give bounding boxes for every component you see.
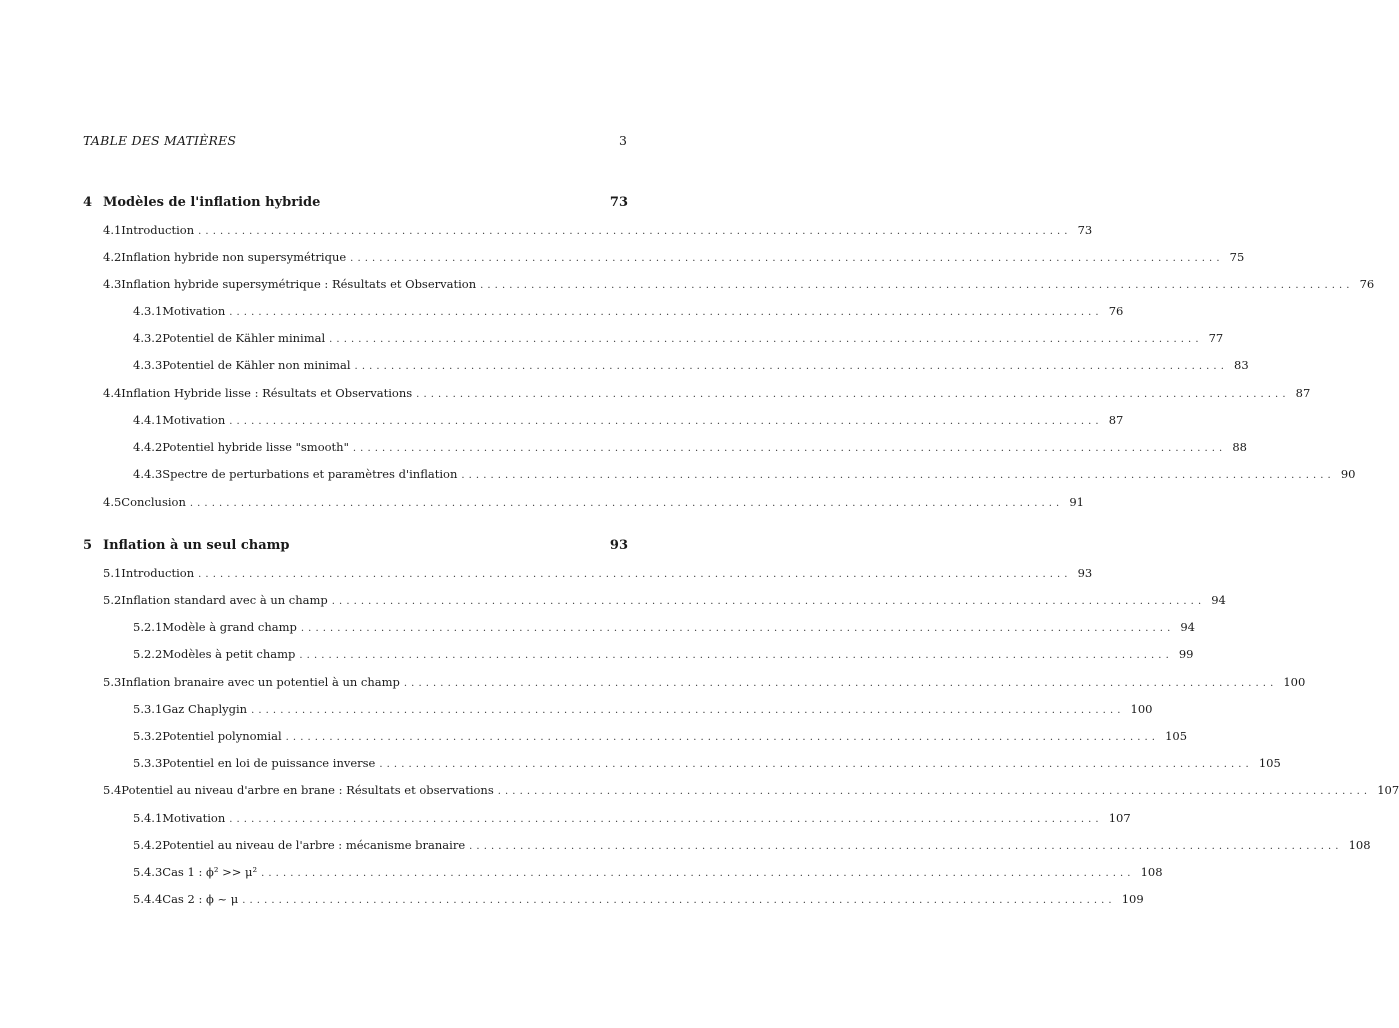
toc-entry-subsection[interactable] (0, 355, 1249, 375)
toc-entry-chapter[interactable] (0, 193, 700, 213)
dot-leader: ........................................................................................................................ (480, 280, 1354, 291)
toc-entry-title: Cas 2 : ϕ ~ μ (162, 892, 239, 906)
toc-entry-number: 5.1 (103, 566, 122, 580)
toc-entry-number: 4.4.2 (133, 440, 163, 454)
toc-entry-title: Potentiel hybride lisse "smooth" (162, 440, 349, 454)
toc-entry-subsection[interactable] (0, 410, 1124, 430)
dot-leader: ........................................................................................................................ (350, 253, 1224, 264)
toc-entry-title: Potentiel au niveau d'arbre en brane : Résultats et observations (121, 783, 494, 797)
toc-entry-number: 4.4.1 (133, 413, 163, 427)
toc-entry-page: 108 (1348, 838, 1371, 852)
toc-entry-title: Potentiel au niveau de l'arbre : mécanisme branaire (162, 838, 466, 852)
toc-entry-number: 5.4.3 (133, 865, 163, 879)
toc-entry-title: Potentiel de Kähler non minimal (162, 358, 351, 372)
toc-entry-number: 4.5 (103, 495, 122, 509)
toc-entry-subsection[interactable] (0, 835, 1371, 855)
toc-entry-page: 77 (1208, 331, 1224, 345)
toc-entry-page: 87 (1108, 413, 1124, 427)
toc-entry-number: 5.4.2 (133, 838, 163, 852)
toc-entry-page: 109 (1121, 892, 1144, 906)
toc-entry-subsection[interactable] (0, 617, 1195, 637)
dot-leader: ........................................................................................................................ (229, 416, 1103, 427)
toc-entry-page: 90 (1340, 467, 1356, 481)
toc-entry-number: 4.3.3 (133, 358, 163, 372)
toc-entry-page: 107 (1377, 783, 1399, 797)
toc-entry-section[interactable] (0, 780, 1399, 800)
toc-entry-subsection[interactable] (0, 301, 1124, 321)
toc-entry-subsection[interactable] (0, 464, 1356, 484)
dot-leader: ........................................................................................................................ (461, 470, 1335, 481)
toc-entry-title: Inflation hybride supersymétrique : Résultats et Observation (121, 277, 477, 291)
dot-leader: ........................................................................................................................ (229, 307, 1103, 318)
toc-entry-subsection[interactable] (0, 862, 1163, 882)
toc-entry-section[interactable] (0, 492, 1084, 512)
toc-entry-number: 5.4 (103, 783, 122, 797)
toc-entry-subsection[interactable] (0, 753, 1281, 773)
toc-entry-page: 108 (1140, 865, 1163, 879)
toc-entry-title: Introduction (121, 223, 195, 237)
toc-entry-number: 4.2 (103, 250, 122, 264)
toc-entry-title: Modèles à petit champ (162, 647, 296, 661)
dot-leader: ........................................................................................................................ (285, 732, 1160, 743)
dot-leader: ........................................................................................................................ (469, 841, 1343, 852)
toc-entry-title: Cas 1 : ϕ² >> μ² (162, 865, 258, 879)
toc-entry-page: 94 (1211, 593, 1226, 607)
dot-leader: ........................................................................................................................ (354, 361, 1228, 372)
toc-entry-section[interactable] (0, 274, 1375, 294)
toc-entry-number: 4.4 (103, 386, 122, 400)
toc-entry-section[interactable] (0, 220, 1093, 240)
toc-entry-page: 93 (609, 538, 628, 553)
toc-entry-page: 87 (1295, 386, 1311, 400)
toc-entry-number: 5.3.2 (133, 729, 163, 743)
toc-entry-title: Conclusion (121, 495, 186, 509)
toc-entry-section[interactable] (0, 247, 1245, 267)
toc-entry-number: 4 (83, 195, 93, 210)
header-page-number: 3 (619, 133, 627, 148)
dot-leader: ........................................................................................................................ (497, 786, 1372, 797)
toc-entry-page: 83 (1234, 358, 1249, 372)
dot-leader: ........................................................................................................................ (251, 705, 1125, 716)
toc-entry-page: 91 (1069, 495, 1084, 509)
dot-leader: ........................................................................................................................ (329, 334, 1203, 345)
toc-entry-number: 4.3.1 (133, 304, 163, 318)
toc-entry-title: Introduction (121, 566, 195, 580)
toc-entry-page: 107 (1108, 811, 1131, 825)
toc-entry-number: 5.3.3 (133, 756, 163, 770)
dot-leader: ........................................................................................................................ (352, 443, 1227, 454)
dot-leader: ........................................................................................................................ (261, 868, 1135, 879)
toc-entry-page: 76 (1359, 277, 1375, 291)
toc-entry-number: 5.4.1 (133, 811, 163, 825)
toc-entry-number: 4.1 (103, 223, 122, 237)
dot-leader: ........................................................................................................................ (242, 895, 1116, 906)
toc-entry-page: 99 (1178, 647, 1194, 661)
toc-entry-number: 5.3.1 (133, 702, 163, 716)
dot-leader: ........................................................................................................................ (379, 759, 1253, 770)
dot-leader: ........................................................................................................................ (189, 498, 1064, 509)
toc-entry-section[interactable] (0, 563, 1093, 583)
toc-entry-number: 5.3 (103, 675, 122, 689)
toc-entry-title: Inflation standard avec à un champ (121, 593, 328, 607)
toc-entry-title: Inflation branaire avec un potentiel à un champ (121, 675, 400, 689)
toc-entry-title: Gaz Chaplygin (162, 702, 248, 716)
toc-entry-title: Motivation (162, 811, 226, 825)
toc-entry-number: 5.2.2 (133, 647, 163, 661)
toc-entry-title: Modèle à grand champ (162, 620, 297, 634)
toc-entry-title: Inflation Hybride lisse : Résultats et Observations (121, 386, 413, 400)
toc-entry-page: 93 (1077, 566, 1093, 580)
toc-entry-title: Potentiel de Kähler minimal (162, 331, 326, 345)
toc-entry-title: Potentiel en loi de puissance inverse (162, 756, 376, 770)
dot-leader: ........................................................................................................................ (403, 678, 1278, 689)
toc-entry-title: Potentiel polynomial (162, 729, 282, 743)
toc-entry-page: 100 (1283, 675, 1306, 689)
toc-entry-title: Motivation (162, 304, 226, 318)
toc-entry-subsection[interactable] (0, 889, 1144, 909)
toc-entry-number: 4.4.3 (133, 467, 163, 481)
dot-leader: ........................................................................................................................ (299, 650, 1173, 661)
toc-entry-page: 105 (1258, 756, 1281, 770)
toc-entry-title: Inflation à un seul champ (103, 538, 290, 553)
toc-entry-title: Modèles de l'inflation hybride (103, 195, 321, 210)
toc-entry-subsection[interactable] (0, 328, 1224, 348)
toc-entry-number: 4.3.2 (133, 331, 163, 345)
dot-leader: ........................................................................................................................ (198, 226, 1072, 237)
toc-entry-page: 94 (1180, 620, 1195, 634)
toc-entry-title: Inflation hybride non supersymétrique (121, 250, 347, 264)
toc-entry-page: 76 (1108, 304, 1124, 318)
toc-entry-page: 73 (609, 195, 628, 210)
toc-entry-page: 75 (1229, 250, 1245, 264)
toc-entry-number: 5.2.1 (133, 620, 163, 634)
dot-leader: ........................................................................................................................ (300, 623, 1175, 634)
dot-leader: ........................................................................................................................ (331, 596, 1206, 607)
dot-leader: ........................................................................................................................ (416, 389, 1290, 400)
toc-entry-number: 5.2 (103, 593, 122, 607)
toc-entry-page: 105 (1165, 729, 1188, 743)
toc-entry-section[interactable] (0, 590, 1226, 610)
toc-entry-subsection[interactable] (0, 437, 1247, 457)
toc-entry-number: 5.4.4 (133, 892, 163, 906)
toc-entry-chapter[interactable] (0, 536, 700, 556)
toc-entry-number: 4.3 (103, 277, 122, 291)
toc-entry-number: 5 (83, 538, 93, 553)
toc-entry-title: Motivation (162, 413, 226, 427)
toc-entry-subsection[interactable] (0, 808, 1131, 828)
toc-entry-page: 100 (1130, 702, 1153, 716)
toc-entry-section[interactable] (0, 672, 1306, 692)
toc-entry-page: 73 (1077, 223, 1093, 237)
toc-entry-subsection[interactable] (0, 726, 1188, 746)
toc-entry-title: Spectre de perturbations et paramètres d'inflation (162, 467, 458, 481)
toc-entry-page: 88 (1232, 440, 1247, 454)
dot-leader: ........................................................................................................................ (229, 814, 1103, 825)
toc-entry-section[interactable] (0, 383, 1311, 403)
header-title: TABLE DES MATIÈRES (83, 133, 237, 148)
toc-entry-subsection[interactable] (0, 699, 1153, 719)
dot-leader: ........................................................................................................................ (198, 569, 1072, 580)
toc-entry-subsection[interactable] (0, 644, 1194, 664)
